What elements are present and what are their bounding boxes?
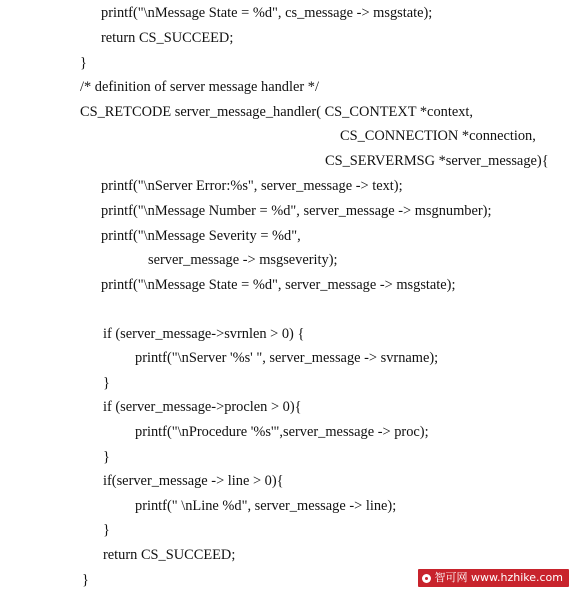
code-line: if (server_message->proclen > 0){ (103, 399, 302, 415)
code-line: printf("\nMessage Severity = %d", (101, 228, 301, 244)
code-line: printf(" \nLine %d", server_message -> line); (135, 498, 397, 514)
code-line: if(server_message -> line > 0){ (103, 473, 284, 489)
code-line: printf("\nMessage State = %d", cs_message -> msgstate); (101, 5, 433, 21)
code-line: } (103, 449, 110, 465)
code-line: } (80, 55, 87, 71)
code-line: } (103, 375, 110, 391)
code-line: server_message -> msgseverity); (148, 252, 338, 268)
site-watermark (418, 569, 569, 587)
code-line: } (82, 572, 89, 588)
code-line: if (server_message->svrnlen > 0) { (103, 326, 305, 342)
watermark-text: 智可网 www.hzhike.com (434, 571, 563, 584)
code-line: printf("\nMessage State = %d", server_message -> msgstate); (101, 277, 456, 293)
code-line: printf("\nServer '%s' ", server_message -> svrname); (135, 350, 439, 366)
code-line: return CS_SUCCEED; (103, 547, 236, 563)
code-line: printf("\nMessage Number = %d", server_message -> msgnumber); (101, 203, 492, 219)
code-line: } (103, 522, 110, 538)
code-line: return CS_SUCCEED; (101, 30, 234, 46)
code-line: CS_CONNECTION *connection, (340, 128, 536, 144)
logo-icon (422, 574, 431, 583)
code-line: CS_SERVERMSG *server_message){ (325, 153, 549, 169)
code-line: /* definition of server message handler */ (80, 79, 319, 95)
code-line: printf("\nServer Error:%s", server_message -> text); (101, 178, 403, 194)
code-line: printf("\nProcedure '%s'",server_message -> proc); (135, 424, 429, 440)
code-line: CS_RETCODE server_message_handler( CS_CONTEXT *context, (80, 104, 474, 120)
